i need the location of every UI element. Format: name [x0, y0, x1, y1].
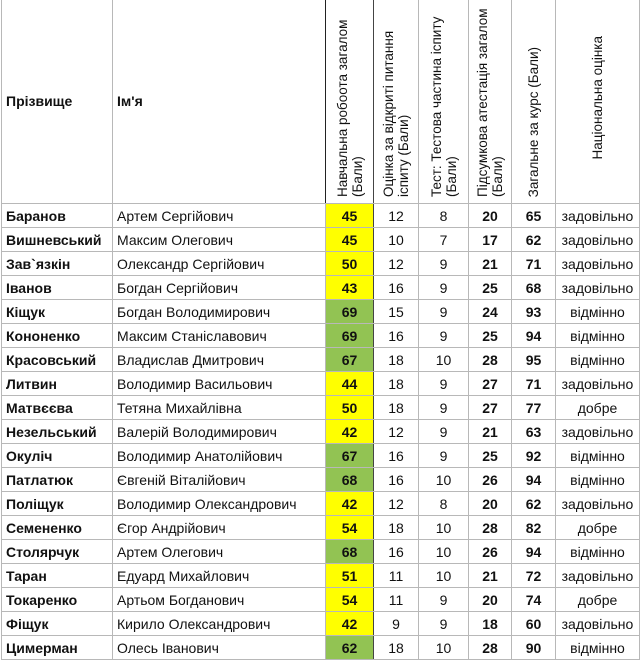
test-part-cell[interactable]: 8 — [419, 204, 469, 228]
test-part-cell[interactable]: 9 — [419, 396, 469, 420]
national-grade-cell[interactable]: добре — [556, 588, 640, 612]
national-grade-cell[interactable]: задовільно — [556, 252, 640, 276]
header-course-total-label: Загальне за курс (Бали) — [526, 46, 541, 197]
surname-cell[interactable]: Іванов — [2, 276, 113, 300]
course-total-cell[interactable]: 62 — [512, 228, 556, 252]
national-grade-cell[interactable]: задовільно — [556, 492, 640, 516]
table-row — [2, 444, 640, 468]
course-total-cell[interactable]: 94 — [512, 324, 556, 348]
surname-cell[interactable]: Кононенко — [2, 324, 113, 348]
name-cell[interactable]: Тетяна Михайлівна — [113, 396, 326, 420]
national-grade-cell[interactable]: задовільно — [556, 204, 640, 228]
test-part-cell[interactable]: 9 — [419, 444, 469, 468]
header-study-work[interactable] — [326, 0, 374, 204]
open-questions-cell[interactable]: 16 — [374, 540, 419, 564]
header-national-grade-label: Національна оцінка — [590, 36, 605, 160]
open-questions-cell[interactable]: 12 — [374, 204, 419, 228]
surname-cell[interactable]: Фіщук — [2, 612, 113, 636]
name-cell[interactable]: Артьом Богданович — [113, 588, 326, 612]
name-cell[interactable]: Олександр Сергійович — [113, 252, 326, 276]
surname-cell[interactable]: Матвєєва — [2, 396, 113, 420]
final-attestation-cell[interactable]: 20 — [469, 492, 512, 516]
national-grade-cell[interactable]: відмінно — [556, 540, 640, 564]
national-grade-cell[interactable]: задовільно — [556, 276, 640, 300]
name-cell[interactable]: Максим Олегович — [113, 228, 326, 252]
name-cell[interactable]: Володимир Васильович — [113, 372, 326, 396]
national-grade-cell[interactable]: відмінно — [556, 636, 640, 660]
final-attestation-cell[interactable]: 28 — [469, 636, 512, 660]
national-grade-cell[interactable]: відмінно — [556, 468, 640, 492]
study-work-cell[interactable]: 54 — [326, 588, 374, 612]
surname-cell[interactable]: Патлатюк — [2, 468, 113, 492]
course-total-cell[interactable]: 95 — [512, 348, 556, 372]
study-work-cell[interactable]: 69 — [326, 300, 374, 324]
test-part-cell[interactable]: 9 — [419, 420, 469, 444]
course-total-cell[interactable]: 72 — [512, 564, 556, 588]
test-part-cell[interactable]: 10 — [419, 516, 469, 540]
open-questions-cell[interactable]: 18 — [374, 372, 419, 396]
course-total-cell[interactable]: 62 — [512, 492, 556, 516]
study-work-cell[interactable]: 44 — [326, 372, 374, 396]
national-grade-cell[interactable]: задовільно — [556, 612, 640, 636]
table-row — [2, 300, 640, 324]
course-total-cell[interactable]: 82 — [512, 516, 556, 540]
surname-cell[interactable]: Незельський — [2, 420, 113, 444]
course-total-cell[interactable]: 90 — [512, 636, 556, 660]
header-final-attestation[interactable] — [469, 0, 512, 204]
surname-cell[interactable]: Окуліч — [2, 444, 113, 468]
final-attestation-cell[interactable]: 25 — [469, 444, 512, 468]
open-questions-cell[interactable]: 12 — [374, 252, 419, 276]
header-course-total[interactable] — [512, 0, 556, 204]
final-attestation-cell[interactable]: 27 — [469, 372, 512, 396]
national-grade-cell[interactable]: відмінно — [556, 444, 640, 468]
final-attestation-cell[interactable]: 28 — [469, 516, 512, 540]
table-row — [2, 228, 640, 252]
course-total-cell[interactable]: 60 — [512, 612, 556, 636]
open-questions-cell[interactable]: 15 — [374, 300, 419, 324]
surname-cell[interactable]: Поліщук — [2, 492, 113, 516]
study-work-cell[interactable]: 67 — [326, 444, 374, 468]
test-part-cell[interactable]: 9 — [419, 588, 469, 612]
open-questions-cell[interactable]: 16 — [374, 324, 419, 348]
name-cell[interactable]: Євгеній Віталійович — [113, 468, 326, 492]
final-attestation-cell[interactable]: 26 — [469, 468, 512, 492]
header-name[interactable]: Ім'я — [113, 0, 326, 204]
study-work-cell[interactable]: 68 — [326, 540, 374, 564]
study-work-cell[interactable]: 67 — [326, 348, 374, 372]
header-test-part[interactable] — [419, 0, 469, 204]
final-attestation-cell[interactable]: 21 — [469, 252, 512, 276]
study-work-cell[interactable]: 42 — [326, 612, 374, 636]
table-row — [2, 588, 640, 612]
header-surname[interactable]: Прізвище — [2, 0, 113, 204]
open-questions-cell[interactable]: 11 — [374, 564, 419, 588]
table-body — [2, 204, 640, 660]
course-total-cell[interactable]: 94 — [512, 468, 556, 492]
final-attestation-cell[interactable]: 21 — [469, 420, 512, 444]
study-work-cell[interactable]: 43 — [326, 276, 374, 300]
test-part-cell[interactable]: 9 — [419, 276, 469, 300]
national-grade-cell[interactable]: задовільно — [556, 228, 640, 252]
header-final-attestation-label: Підсумкова атестація загалом (Бали) — [475, 8, 505, 197]
course-total-cell[interactable]: 74 — [512, 588, 556, 612]
study-work-cell[interactable]: 45 — [326, 228, 374, 252]
course-total-cell[interactable]: 65 — [512, 204, 556, 228]
table-row — [2, 612, 640, 636]
open-questions-cell[interactable]: 18 — [374, 348, 419, 372]
study-work-cell[interactable]: 51 — [326, 564, 374, 588]
name-cell[interactable]: Едуард Михайлович — [113, 564, 326, 588]
table-row — [2, 252, 640, 276]
surname-cell[interactable]: Красовський — [2, 348, 113, 372]
name-cell[interactable]: Максим Станіславович — [113, 324, 326, 348]
open-questions-cell[interactable]: 18 — [374, 396, 419, 420]
header-test-part-label: Тест: Тестова частина іспиту (Бали) — [428, 16, 459, 197]
table-row — [2, 324, 640, 348]
final-attestation-cell[interactable]: 28 — [469, 348, 512, 372]
final-attestation-cell[interactable]: 21 — [469, 564, 512, 588]
study-work-cell[interactable]: 68 — [326, 468, 374, 492]
test-part-cell[interactable]: 9 — [419, 372, 469, 396]
study-work-cell[interactable]: 50 — [326, 252, 374, 276]
test-part-cell[interactable]: 10 — [419, 636, 469, 660]
table-row — [2, 276, 640, 300]
national-grade-cell[interactable]: добре — [556, 516, 640, 540]
surname-cell[interactable]: Токаренко — [2, 588, 113, 612]
header-open-questions-label: Оцінка за відкриті питання іспиту (Бали) — [381, 30, 411, 197]
open-questions-cell[interactable]: 18 — [374, 636, 419, 660]
header-study-work-label: Навчальна робоота загалом (Бали) — [334, 19, 365, 197]
open-questions-cell[interactable]: 16 — [374, 468, 419, 492]
name-cell[interactable]: Богдан Володимирович — [113, 300, 326, 324]
test-part-cell[interactable]: 10 — [419, 564, 469, 588]
national-grade-cell[interactable]: відмінно — [556, 324, 640, 348]
study-work-cell[interactable]: 42 — [326, 420, 374, 444]
table-row — [2, 420, 640, 444]
table-row — [2, 492, 640, 516]
table-row — [2, 468, 640, 492]
header-row — [2, 0, 640, 204]
surname-cell[interactable]: Кіщук — [2, 300, 113, 324]
final-attestation-cell[interactable]: 20 — [469, 588, 512, 612]
course-total-cell[interactable]: 93 — [512, 300, 556, 324]
table-row — [2, 372, 640, 396]
header-national-grade[interactable] — [556, 0, 640, 204]
course-total-cell[interactable]: 63 — [512, 420, 556, 444]
test-part-cell[interactable]: 9 — [419, 300, 469, 324]
name-cell[interactable]: Єгор Андрійович — [113, 516, 326, 540]
test-part-cell[interactable]: 10 — [419, 348, 469, 372]
study-work-cell[interactable]: 54 — [326, 516, 374, 540]
open-questions-cell[interactable]: 16 — [374, 444, 419, 468]
national-grade-cell[interactable]: відмінно — [556, 348, 640, 372]
test-part-cell[interactable]: 9 — [419, 612, 469, 636]
final-attestation-cell[interactable]: 24 — [469, 300, 512, 324]
course-total-cell[interactable]: 71 — [512, 372, 556, 396]
course-total-cell[interactable]: 92 — [512, 444, 556, 468]
surname-cell[interactable]: Таран — [2, 564, 113, 588]
national-grade-cell[interactable]: відмінно — [556, 300, 640, 324]
final-attestation-cell[interactable]: 27 — [469, 396, 512, 420]
open-questions-cell[interactable]: 11 — [374, 588, 419, 612]
name-cell[interactable]: Артем Олегович — [113, 540, 326, 564]
test-part-cell[interactable]: 9 — [419, 252, 469, 276]
final-attestation-cell[interactable]: 20 — [469, 204, 512, 228]
table-row — [2, 540, 640, 564]
test-part-cell[interactable]: 10 — [419, 540, 469, 564]
table-row — [2, 516, 640, 540]
test-part-cell[interactable]: 10 — [419, 468, 469, 492]
surname-cell[interactable]: Баранов — [2, 204, 113, 228]
table-row — [2, 636, 640, 660]
surname-cell[interactable]: Столярчук — [2, 540, 113, 564]
table-row — [2, 204, 640, 228]
study-work-cell[interactable]: 69 — [326, 324, 374, 348]
test-part-cell[interactable]: 8 — [419, 492, 469, 516]
national-grade-cell[interactable]: задовільно — [556, 372, 640, 396]
final-attestation-cell[interactable]: 17 — [469, 228, 512, 252]
grades-table — [1, 0, 640, 660]
name-cell[interactable]: Артем Сергійович — [113, 204, 326, 228]
course-total-cell[interactable]: 94 — [512, 540, 556, 564]
study-work-cell[interactable]: 62 — [326, 636, 374, 660]
final-attestation-cell[interactable]: 25 — [469, 276, 512, 300]
test-part-cell[interactable]: 9 — [419, 324, 469, 348]
table-row — [2, 396, 640, 420]
surname-cell[interactable]: Вишневський — [2, 228, 113, 252]
final-attestation-cell[interactable]: 26 — [469, 540, 512, 564]
open-questions-cell[interactable]: 10 — [374, 228, 419, 252]
surname-cell[interactable]: Зав`язкін — [2, 252, 113, 276]
study-work-cell[interactable]: 50 — [326, 396, 374, 420]
name-cell[interactable]: Володимир Олександрович — [113, 492, 326, 516]
name-cell[interactable]: Валерій Володимирович — [113, 420, 326, 444]
name-cell[interactable]: Кирило Олександрович — [113, 612, 326, 636]
course-total-cell[interactable]: 68 — [512, 276, 556, 300]
surname-cell[interactable]: Цимерман — [2, 636, 113, 660]
open-questions-cell[interactable]: 9 — [374, 612, 419, 636]
name-cell[interactable]: Олесь Іванович — [113, 636, 326, 660]
study-work-cell[interactable]: 45 — [326, 204, 374, 228]
surname-cell[interactable]: Семененко — [2, 516, 113, 540]
open-questions-cell[interactable]: 12 — [374, 492, 419, 516]
open-questions-cell[interactable]: 12 — [374, 420, 419, 444]
test-part-cell[interactable]: 7 — [419, 228, 469, 252]
surname-cell[interactable]: Литвин — [2, 372, 113, 396]
course-total-cell[interactable]: 77 — [512, 396, 556, 420]
header-open-questions[interactable] — [374, 0, 419, 204]
open-questions-cell[interactable]: 18 — [374, 516, 419, 540]
national-grade-cell[interactable]: задовільно — [556, 564, 640, 588]
course-total-cell[interactable]: 71 — [512, 252, 556, 276]
name-cell[interactable]: Владислав Дмитрович — [113, 348, 326, 372]
name-cell[interactable]: Володимир Анатолійович — [113, 444, 326, 468]
study-work-cell[interactable]: 42 — [326, 492, 374, 516]
final-attestation-cell[interactable]: 25 — [469, 324, 512, 348]
national-grade-cell[interactable]: задовільно — [556, 420, 640, 444]
national-grade-cell[interactable]: добре — [556, 396, 640, 420]
table-row — [2, 564, 640, 588]
name-cell[interactable]: Богдан Сергійович — [113, 276, 326, 300]
final-attestation-cell[interactable]: 18 — [469, 612, 512, 636]
table-row — [2, 348, 640, 372]
open-questions-cell[interactable]: 16 — [374, 276, 419, 300]
